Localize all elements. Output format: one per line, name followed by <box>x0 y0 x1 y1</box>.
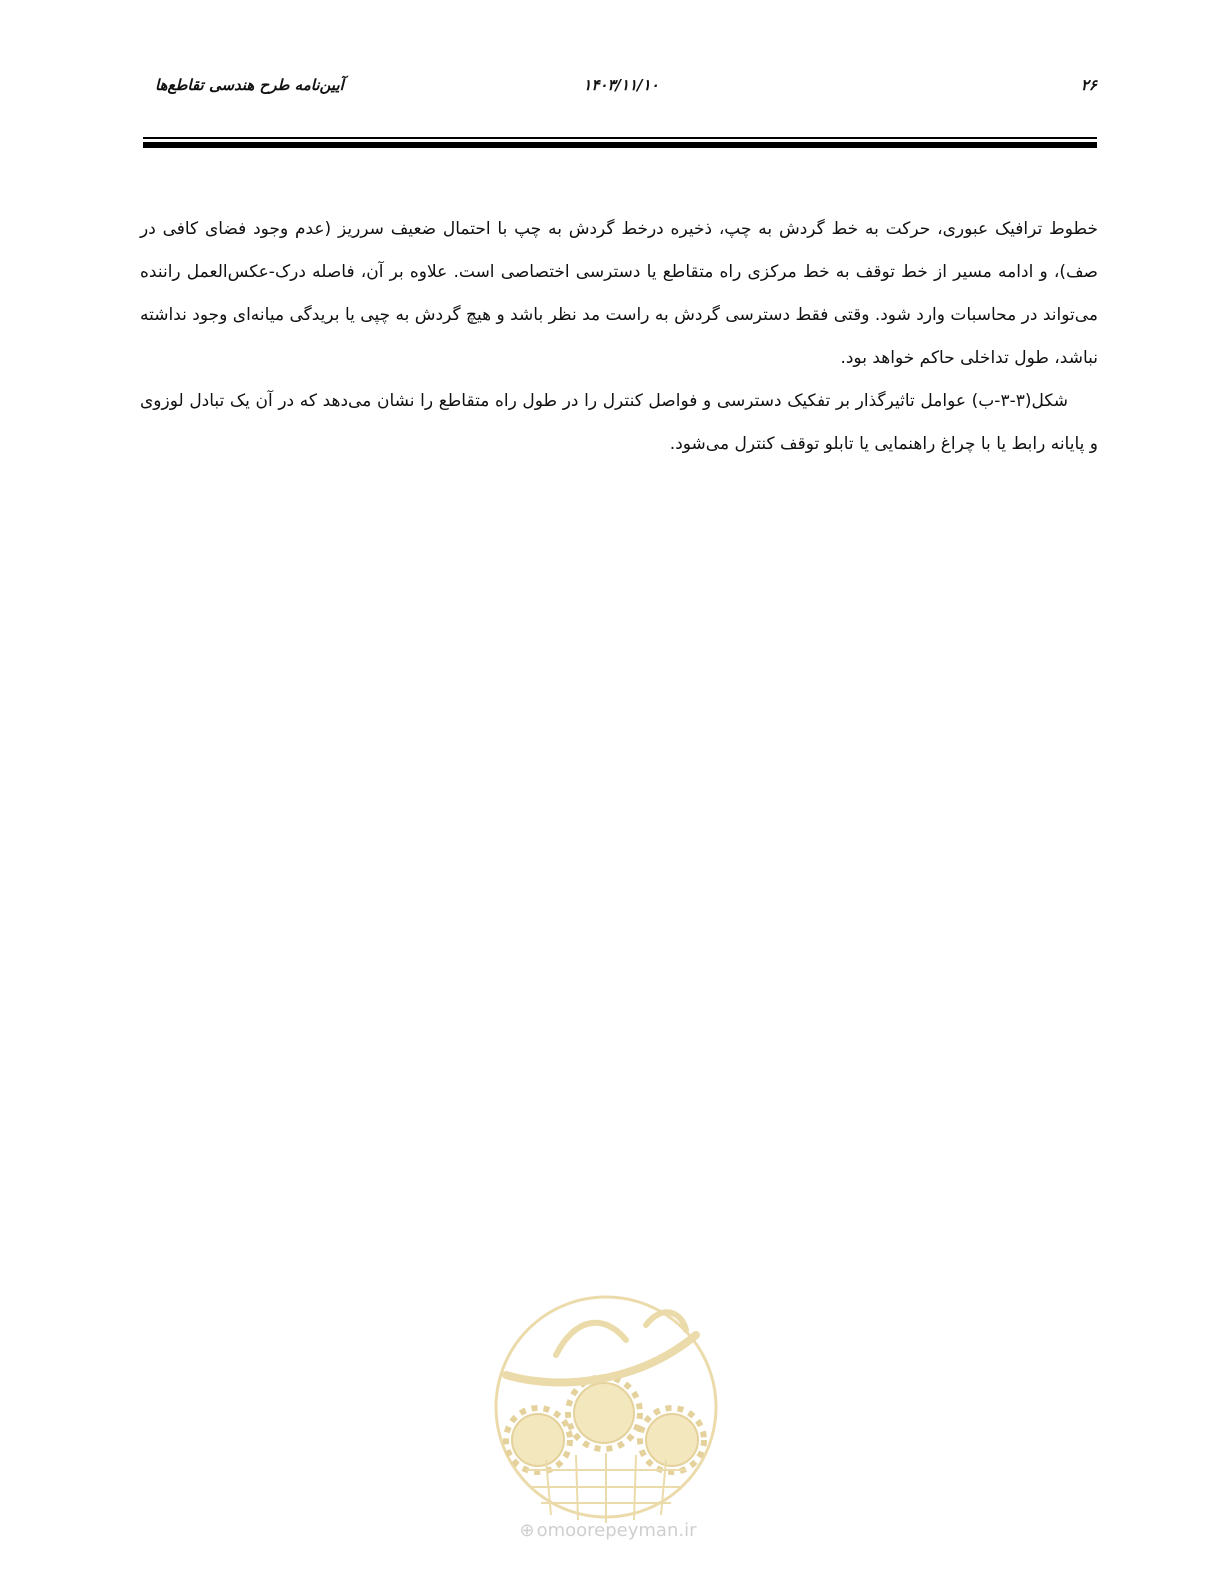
page-header <box>145 70 1097 102</box>
header-date: ۱۴۰۳/۱۱/۱۰ <box>583 76 659 94</box>
watermark-logo <box>486 1295 726 1525</box>
watermark-url-text: omoorepeyman.ir <box>536 1520 697 1541</box>
header-rule-thick <box>143 142 1097 148</box>
body-text <box>140 208 1098 466</box>
paragraph-1: خطوط ترافیک عبوری، حرکت به خط گردش به چپ، ذخیره درخط گردش به چپ با احتمال ضعیف سرریز (عدم وجود فضای کافی در صف)، و ادامه مسیر از خط توقف به خط مرکزی راه متقاطع یا دسترسی اختصاصی است. علاوه بر آن، فاصله درک-عکس‌العمل راننده می‌تواند در محاسبات وارد شود. وقتی فقط دسترسی گردش به راست مد نظر باشد و هیچ گردش به چپی یا بریدگی میانه‌ای وجود نداشته نباشد، طول تداخلی حاکم خواهد بود. <box>140 219 1098 368</box>
globe-icon: ⊕ <box>519 1520 535 1541</box>
header-rule-thin <box>143 137 1097 139</box>
watermark-url <box>498 1520 718 1541</box>
page-number: ۲۶ <box>1080 76 1097 94</box>
paragraph-2: شکل(۳-۳-ب) عوامل تاثیرگذار بر تفکیک دسترسی و فواصل کنترل را در طول راه متقاطع را نشان می‌دهد که در آن یک تبادل لوزوی و پایانه رابط یا با چراغ راهنمایی یا تابلو توقف کنترل می‌شود. <box>140 391 1098 454</box>
header-title: آیین‌نامه طرح هندسی تقاطع‌ها <box>155 76 344 94</box>
